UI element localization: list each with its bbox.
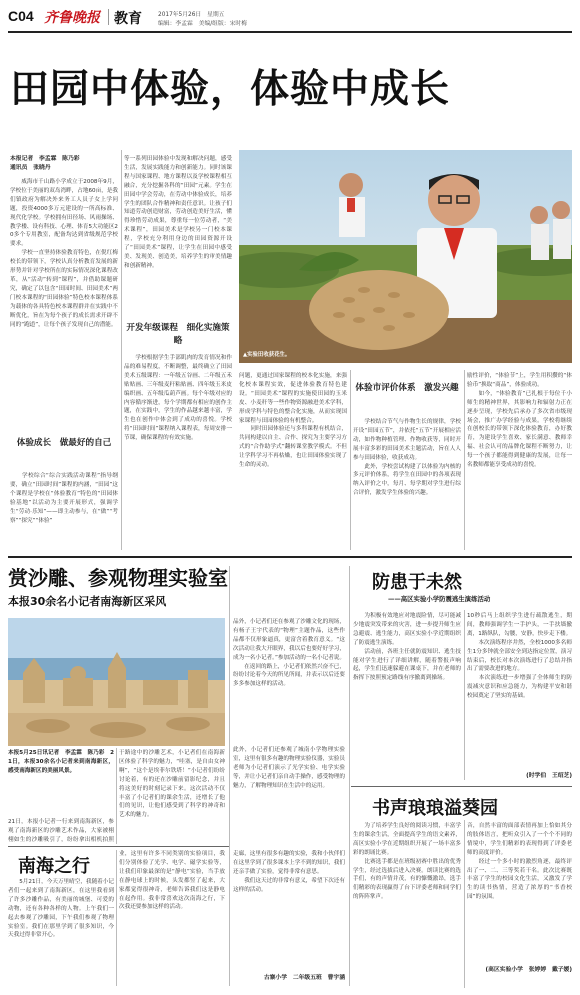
story1-bottom-rule	[8, 556, 572, 558]
story4-subtitle: ——高区实验小学防震逃生演练活动	[388, 595, 491, 603]
section-name: 教育	[114, 11, 142, 27]
story1-column2: 等一系列田园体验中发现和解决问题，感受生活，发展实践能力和创新能力。同时该课程与国家课程、地方课程以及学校课程相互融合，充分挖掘各科的“田园”元素。学生在田园中学会劳动，在劳动中体验成长，培养学生的团队合作精神和责任意识。让孩子们知道劳动创造财富，劳动创造美好生活，懂得珍惜劳动成果，尊重每一位劳动者，“美术课程”，田园美术是学校另一门校本课程，学校充分利用身边的田园资源开设了“田园美术”课程，让学生在田园中感受美、发现美、创造美，培养学生的审美情趣和创新精神。	[124, 156, 232, 269]
story1-photo	[239, 150, 572, 363]
story1-column4: 励性评价，“体验节”上，学生用积攒的“体验币”换取“商品”，体验成功。 如今，“体验教育”已扎根于每位千小师生的精神世界，其影响力和辐射力正在逐步呈现，学校先后承办了多次省市级现场会，推广办学经验与成果。学校将继续在创校长的带领下深化体验教育，办好教育，为建设学生喜欢、家长满意、教师幸福、社会认可的品牌化课程不断努力，让每一个孩子都能得到健康的发展，让每一名教师都能享受成功的喜悦。	[467, 373, 572, 469]
story2-subtitle: 本报30余名小记者南海新区采风	[8, 595, 167, 608]
editor-text: 编辑：李孟霖	[158, 21, 193, 27]
story1-col-rule3	[464, 370, 465, 550]
story3-column3: 走廊，这里有很多有趣的实验，我和小伙伴们在这里学到了很多课本上学不到的知识，我们还亲手做了实验，觉得非常有意思。 我们这天过的非常有意义，希望下次还有这样的活动。	[233, 851, 345, 893]
sand-sculpture-photo-image	[8, 618, 225, 746]
story2-col-rule1	[116, 748, 117, 844]
brand-logo: 齐鲁晚报	[44, 10, 100, 26]
story5-column1: 为了培养学生良好的阅读习惯，丰富学生的课余生活，全面提高学生的语文素养，高区实验小学在近期组织开展了一场丰富多彩的朗诵比赛。 比赛选手都是在班级初赛中胜出的优秀学生，经过选拔后进入决赛。朗读比赛的选手们，有的声情并茂，有的慷慨激昂，选手们精彩的表现赢得了台下评委老师和同学们的阵阵掌声。	[353, 823, 461, 901]
story4-column2: 10秒后马上组织学生进行疏散逃生，期间，教师强调学生一手护头，一手扶墙撤离，1路纵队，勾腰，安静，快步走下楼。 本次演练程序井然，全校1000多名师生1分多钟就全部安全到达指定位置，演习结束后，校长对本次演练进行了总结并指出了需要改进的地方。 本次演练进一步增强了全体师生的防震减灾意识和应急能力，为构建平安和谐校园奠定了坚实的基础。	[467, 613, 572, 700]
story3-headline: 南海之行	[18, 856, 90, 877]
harvest-photo-image	[239, 150, 572, 363]
section-divider	[108, 9, 109, 25]
story1-subhead3	[353, 382, 461, 395]
story2-photo	[8, 618, 225, 746]
story1-col-rule1	[121, 150, 122, 550]
story1-column3b: 学校结合节气与作物生长的规律，学校开设“田园五节”，并依托“五节”开展相应活动，如作物种植管理、作物收获等，同时开展丰富多彩的田园美术主题活动，旨在人人参与田园体验，收获成功。 此外，学校尝试构建了以体验为内核的多元评价体系，将学生在田园中的各项表现纳入评价之中，每月、每学期对学生进行综合评价，激发学生体验的兴趣。	[353, 419, 461, 497]
subhead1-text: 体验成长 做最好的自己	[16, 438, 112, 448]
header-rule	[8, 31, 572, 33]
story2-photo-caption: 本报5月25日讯记者 李孟霖 陈乃彩 21日，本报30余名小记者来到南海新区，感受南海新区的美丽风景。	[8, 750, 114, 774]
story1-column2b: 学校根据学生手部肌肉的发育情况和作品的难易程度，不断调整，最终确立了田园美术五级课程：一年级五谷画、二年级五禾贴贴画、三年级麦秆粘贴画、四年级玉米皮编织画、五年级瓜葫芦画。每个年级对应的内容循序渐进，每个学期都有相应的创作主题，在实践中，学生的作品越来越丰富，学生也在创作中体会到了成功的喜悦。学校将“田园时间”课程纳入课程表，每周安排一节课，确保课程的有效实施。	[124, 355, 232, 442]
story1-column1: 威海市千山路小学成立于2008年9月，学校位于美丽的双岛湾畔，占地60亩，是我们镇政府为解决外来务工人员子女上学问题，投资4000多万元建设的一所高标准、现代化学校。学校拥有田径场、风雨操场、教学楼、设有科技、心理、体育5大功能区20多个专用教室，配备均达到省级规范学校要求。 学校一直坚持体验教育特色，在倪红梅校长的带领下，学校认真分析教育发展的新形势并针对学校所在的实际情况深化课程改革，从“活动”转到“课程”，并借助课题研究，确定了以包含“田园时间、田园美术”两门校本课程的“田园体验”特色校本课程体系为载体的各具特色校本课程群并在实践中不断优化，旨在为每个孩子的成长需求开辟不同的“跑道”，让每个孩子发现自己的潜能。	[10, 179, 118, 328]
story2-col-rule2	[229, 566, 230, 986]
story5-column2: 音，自然丰富的面部表情再加上恰如其分的肢体语言，把听众引入了一个个不同的情境中，学生们精彩的表现得到了评委老师的高度评价。 经过一个多小时的激烈角逐，最终评出了一、二、三等奖若干名。此次比赛既丰富了学生的校园文化生活，又激发了学生的读书热情，营造了浓厚的“书香校园”的氛围。	[467, 823, 572, 901]
story4-headline: 防患于未然	[372, 572, 462, 593]
story5-headline: 书声琅琅溢葵园	[372, 798, 498, 819]
story3-col-rule	[116, 850, 117, 986]
weekday-text: 星期五	[207, 12, 225, 18]
story4-author: (时学伯 王绍芝)	[526, 773, 572, 779]
story4-col-rule	[464, 610, 465, 780]
editor-credits	[158, 18, 247, 27]
story3-author: 古寨小学 二年级五班 曹宇涵	[263, 975, 345, 981]
date-text: 2017年5月26日	[158, 12, 202, 18]
story5-author: (高区实验小学 张婷婷 戴子媛)	[485, 967, 572, 973]
story1-photo-caption: ▲实验田收获花生。	[243, 352, 291, 358]
issue-date	[158, 9, 224, 18]
story2-column2: 于路途中的沙雕艺术，小记者们在南海新区体验了科学的魅力，“哇塞，是自由女神啊”，“这个是埃菲尔铁塔！”小记者们纷纷讨论着，有的还在沙雕前留影纪念，并且将这美好的时刻记录下来。这次活动不仅丰富了小记者们的课余生活，还增长了他们的见识，让他们感受到了科学的神奇和艺术的魅力。	[119, 750, 225, 819]
story3-column2: 业，这里有许多不同类别的实验项目，我们分别体验了光学、电学、磁学实验等，让我们印象最深的是“静电”实验，当手放在静电球上的时候，头发都竖了起来，大家都觉得很神奇，老师告诉我们这是静电在起作用。我非常喜欢这次南海之行，下次我还要参加这样的活动。	[119, 851, 225, 911]
right-section-rule	[349, 566, 350, 986]
story1-subhead1	[10, 437, 118, 450]
story1-col-rule2	[350, 370, 351, 550]
page-number: C04	[8, 8, 34, 24]
story1-column3: 问题，更通过国家课程的校本化实施，来强化校本课程实效，促进体验教育特色建设。“田园美术”课程的实施使田园的玉米皮、小麦秆等一些作物资源融进美术学科，形成学科与特色的整合化实施，从而实现国家课程与田园体验的有机整合。 同时田园体验还与多科课程有机结合，共同构建以自主、合作、探究为主要学习方式的“合作助学式”翻转课堂教学模式。不但让学科学习不再枯燥，也让田园体验实现了生命的灵动。	[239, 373, 347, 469]
subhead3-text: 体验市评价体系 激发兴趣	[355, 383, 459, 393]
story4-bottom-rule	[351, 786, 572, 787]
story2-headline: 赏沙雕、参观物理实验室	[8, 566, 228, 590]
story2-bottom-rule	[8, 846, 229, 847]
story1-headline: 田园中体验，体验中成长	[10, 67, 451, 112]
subhead2-text: 开发年级课程 细化实施策略	[126, 323, 230, 346]
story2-column3: 品外，小记者们还在参观了沙雕文化的现场，有杨子王宇代表的“物理”主题作品，这些作品都不仅形象逼真，更富含着教育意义。“这次活动让我大开眼界，我以后也要好好学习，成为一名小记者。”参加活动的一名小记者说。 在返回的路上，小记者们依然兴奋不已，纷纷讨论着今天的所见所闻，并表示以后还要多多参加这样的活动。	[233, 619, 345, 688]
design-text: 美编/组版：宋时梅	[198, 21, 247, 27]
story4-column1: 为积极有效地应对地震险情，尽可能减少地震突发带来的灾害，进一步提升师生应急避震、逃生能力，高区实验小学近期组织了防震逃生演练。 活动前，各班主任就防震知识、逃生技能对学生进行了详细讲解，随着警报声响起，学生们迅速躲避在课桌下，并在老师的指挥下按照预定路线有序撤离到操场。	[353, 613, 461, 682]
story1-column1b: 学校综合“综合实践活动课程”指导纲要，确立“田园时间”课程的内涵，“田园”这个课程是学校在“体验教育”特色的“田园体验基地”以活动为主要开展形式，强调学生“劳动·乐知”——即主动参与，在“做”“考察”“探究”“体验”	[10, 473, 118, 524]
story5-col-rule	[464, 820, 465, 988]
byline-correspondent: 通讯员 张晓丹	[10, 165, 51, 171]
story1-byline	[10, 155, 118, 173]
byline-reporters: 本报记者 李孟霖 陈乃彩	[10, 156, 80, 162]
story2-column4: 此外，小记者们还参观了城南小学物理实验室，这里有很多有趣的物理实验仪器，实验员老师为小记者们演示了光学实验、电学实验等，并让小记者们亲自动手操作，感受物理的魅力，了解物理知识在生活中的运用。	[233, 747, 345, 789]
story2-column1: 21日，本报小记者一行来到南海新区，参观了南海新区的沙雕艺术作品，大家被栩栩如生的沙雕吸引了，纷纷拿出相机拍照	[8, 819, 114, 843]
story3-column1: 5月21日，今天万里晴空，我随着小记者们一起来到了南海新区，在这里我看到了许多沙雕作品，有美丽的城堡、可爱的动物，还有各种各样的人物。上午我们一起去参观了沙雕园，下午我们参观了物理实验室。我们在那里学到了很多知识，今天我过得非常开心。	[8, 879, 114, 939]
story1-subhead2	[124, 322, 232, 348]
